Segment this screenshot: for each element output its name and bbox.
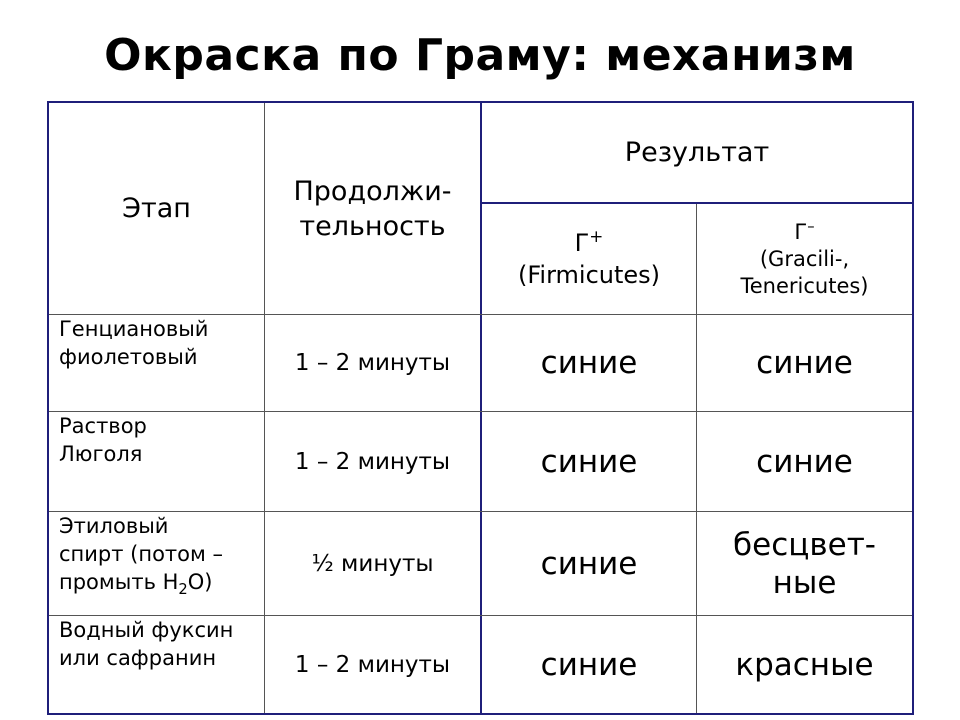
gram-negative-sign: – xyxy=(807,217,815,235)
gram-stain-table xyxy=(47,101,914,715)
row-4-stage-line1: Водный фуксин xyxy=(59,618,234,642)
table-row-3-stage xyxy=(49,512,264,615)
row-1-stage-line2: фиолетовый xyxy=(59,345,198,369)
table-row-4-gram-negative: красные xyxy=(735,646,874,683)
header-gram-positive xyxy=(482,204,696,314)
page-title: Окраска по Граму: механизм xyxy=(104,30,856,81)
table-row-3-gram-positive: синие xyxy=(540,545,638,582)
gram-negative-group-line2: Tenericutes) xyxy=(740,273,869,298)
table-row-1-gram-positive: синие xyxy=(540,345,638,381)
row-1-stage-line1: Генциановый xyxy=(59,317,209,341)
header-stage xyxy=(49,103,264,314)
gram-negative-letter: Г xyxy=(794,219,808,244)
table-row-4-stage xyxy=(49,616,264,713)
gram-negative-symbol xyxy=(794,219,814,246)
header-gram-negative xyxy=(697,204,912,314)
gram-positive-symbol xyxy=(575,227,604,259)
gram-positive-sign: + xyxy=(589,226,604,246)
row-4-stage-line2: или сафранин xyxy=(59,646,217,670)
gram-positive-letter: Г xyxy=(574,229,590,257)
table-row-3-duration: ½ минуты xyxy=(311,550,434,577)
row-3-stage-line1: Этиловый xyxy=(59,514,169,538)
table-row-1-gram-negative: синие xyxy=(756,345,853,381)
header-duration-line1: Продолжи- xyxy=(293,175,452,207)
header-result xyxy=(482,103,912,202)
header-stage-label: Этап xyxy=(122,193,191,224)
table-row-3-gram-negative xyxy=(697,512,912,615)
table-row-4-duration: 1 – 2 минуты xyxy=(294,651,451,678)
row-3-stage-line3-text: промыть H xyxy=(59,570,179,594)
row-2-stage-line1: Раствор xyxy=(59,414,147,438)
gram-positive-group: (Firmicutes) xyxy=(517,261,661,289)
header-duration-line2: тельность xyxy=(299,210,446,242)
row-3-gram-negative-line1: бесцвет- xyxy=(733,526,876,563)
table-row-4-gram-positive: синие xyxy=(540,646,638,683)
table-row-2-gram-positive: синие xyxy=(540,443,638,480)
row-3-stage-line3-end: O) xyxy=(187,570,213,594)
row-3-stage-line3 xyxy=(59,568,213,599)
header-duration xyxy=(265,103,480,314)
table-row-2-duration: 1 – 2 минуты xyxy=(294,448,451,475)
header-result-label: Результат xyxy=(624,137,770,168)
row-3-stage-line2: спирт (потом – xyxy=(59,542,224,566)
table-row-2-gram-negative: синие xyxy=(756,443,853,480)
table-row-2-stage xyxy=(49,412,264,511)
gram-negative-group-line1: (Gracili-, xyxy=(759,246,850,271)
table-row-1-duration: 1 – 2 минуты xyxy=(294,350,451,376)
row-3-stage-subscript: 2 xyxy=(178,581,188,599)
row-2-stage-line2: Люголя xyxy=(59,442,143,466)
table-row-1-stage xyxy=(49,315,264,411)
row-3-gram-negative-line2: ные xyxy=(772,564,837,601)
